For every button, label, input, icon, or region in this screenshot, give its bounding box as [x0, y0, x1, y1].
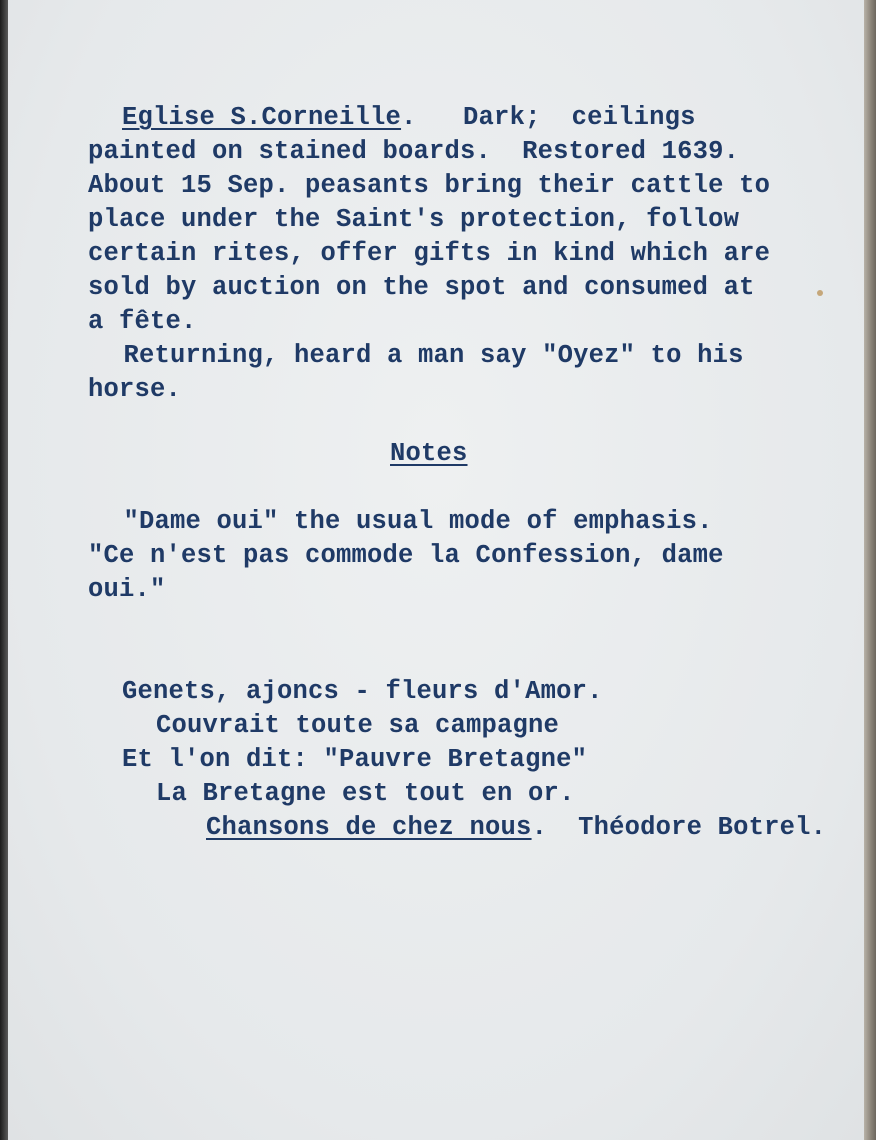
typewritten-page	[8, 0, 864, 1140]
paragraph1-line4: place under the Saint's protection, follow	[88, 205, 740, 234]
song-collection-title: Chansons de chez nous	[206, 813, 532, 842]
paragraph1-line5: certain rites, offer gifts in kind which are	[88, 239, 771, 268]
page-right-edge	[864, 0, 876, 1140]
poem-source-line	[206, 811, 826, 845]
poem-line4: La Bretagne est tout en or.	[156, 779, 575, 808]
notes-line3: oui."	[88, 575, 166, 604]
paragraph1-line3: About 15 Sep. peasants bring their cattle to	[88, 171, 771, 200]
notes-line1: "Dame oui" the usual mode of emphasis.	[108, 507, 713, 536]
notes-heading: Notes	[390, 439, 468, 468]
poem-line1: Genets, ajoncs - fleurs d'Amor.	[122, 677, 603, 706]
church-title: Eglise S.Corneille	[122, 103, 402, 132]
paragraph1-line2: painted on stained boards. Restored 1639.	[88, 137, 740, 166]
song-author: . Théodore Botrel.	[531, 813, 827, 842]
poem-line2: Couvrait toute sa campagne	[156, 711, 560, 740]
paragraph1-line6: sold by auction on the spot and consumed at	[88, 273, 755, 302]
paragraph2-line2: horse.	[88, 375, 182, 404]
paragraph2-line1: Returning, heard a man say "Oyez" to his	[108, 341, 744, 370]
notes-line2: "Ce n'est pas commode la Confession, dame	[88, 541, 724, 570]
paragraph1-line7: a fête.	[88, 307, 197, 336]
heading-line	[122, 101, 696, 135]
heading-line-rest: . Dark; ceilings	[401, 103, 696, 132]
poem-line3: Et l'on dit: "Pauvre Bretagne"	[122, 745, 588, 774]
page-left-edge	[0, 0, 8, 1140]
paper-stain	[817, 290, 823, 296]
